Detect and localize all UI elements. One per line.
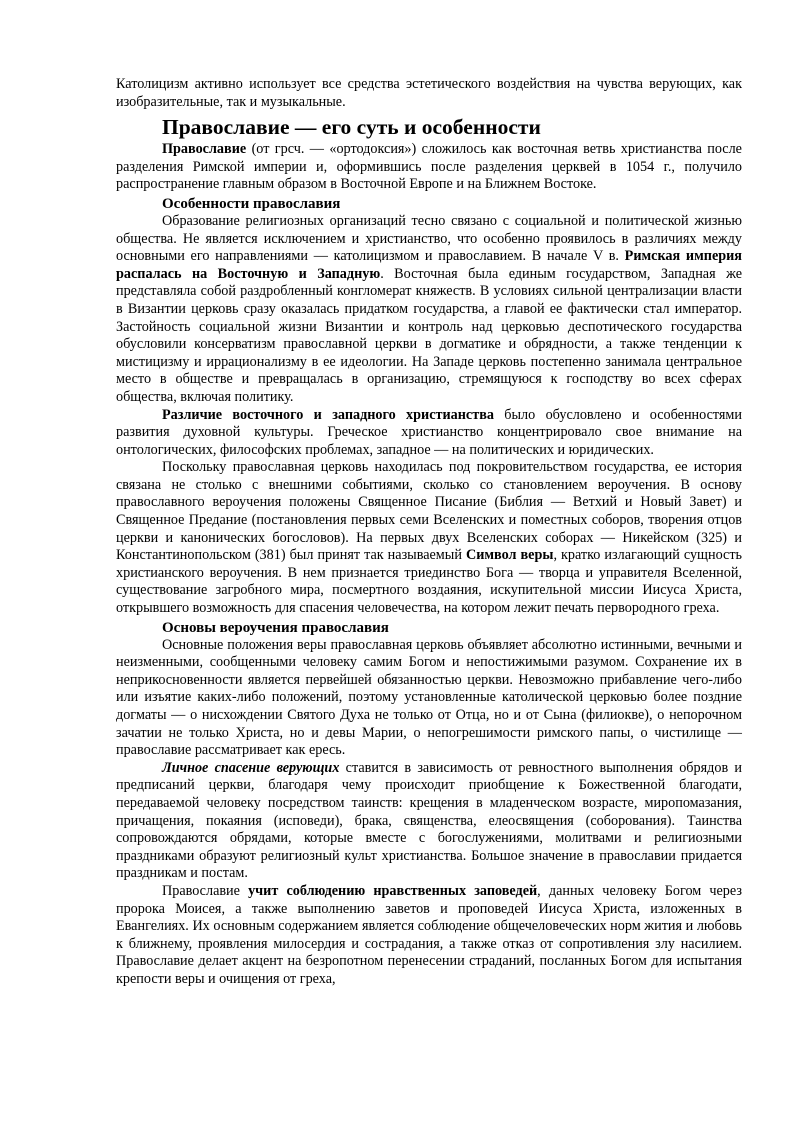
paragraph-origins (116, 213, 742, 407)
section-heading-features: Особенности православия (162, 195, 341, 212)
definition-text: (от грсч. — «ортодоксия») сложилось как восточная ветвь христианства после разделения Римской империи и, оформившись после разделения церквей в 1054 г., получило распространение главным образом в Восточной Европе и на Ближнем Востоке. (116, 141, 742, 193)
paragraph-doctrine-history (116, 459, 742, 617)
paragraph-text: было обусловлено и особенностями развития духовной культуры. Греческое христианство концентрировало свое внимание на онтологических, философских проблемах, западное — на политических и юридических. (116, 406, 742, 458)
bold-phrase: учит соблюдению нравственных заповедей (248, 882, 538, 899)
bold-phrase: Символ веры (465, 547, 554, 564)
bold-phrase: Различие восточного и западного христианства (162, 406, 494, 423)
section-heading-doctrine-basics: Основы вероучения православия (162, 619, 389, 636)
document-page (116, 76, 742, 989)
bold-italic-phrase: Личное спасение верующих (162, 759, 340, 776)
paragraph-text: . Восточная была единым государством, Западная же представляла собой раздробленный конгломерат княжеств. В условиях сильной централизации власти в Византии церковь сразу оказалась придатком государства, а главой ее фактически стал император. Застойность социальной жизни Византии и контроль над церковью деспотического государства обусловили консерватизм православной церкви в догматике и обрядности, а также тенденции к мистицизму и иррационализму в ее идеологии. На Западе церковь постепенно занимала центральное место в обществе и превращалась в организацию, стремящуюся к господству во всех сферах общества, включая политику. (116, 265, 742, 405)
paragraph-text: Образование религиозных организаций тесно связано с социальной и политической жизнью общества. Не является исключением и христианство, что особенно проявилось в различиях между основными его направлениями — католицизмом и православием. В начале V в. (116, 212, 742, 265)
paragraph-text: Православие (162, 882, 249, 899)
paragraph-salvation (116, 760, 742, 883)
paragraph-difference (116, 407, 742, 460)
definition-term: Православие (162, 141, 247, 158)
paragraph-text: , кратко излагающий сущность христианского вероучения. В нем признается триединство Бога — творца и управителя Вселенной, существование загробного мира, посмертного воздаяния, искупительной миссии Иисуса Христа, открывшего возможность для спасения человечества, на котором лежит печать первородного греха. (116, 547, 742, 617)
paragraph-truths: Основные положения веры православная церковь объявляет абсолютно истинными, вечными и неизменными, сообщенными человеку самим Богом и непостижимыми разумом. Сохранение их в неприкосновенности является первейшей обязанностью церкви. Невозможно прибавление чего-либо или изъятие каких-либо положений, поэтому установленные католической церковью более поздние догматы — о нисхождении Святого Духа не только от Отца, но и от Сына (филиокве), о непорочном зачатии не только Христа, но и девы Марии, о непогрешимости римского папы, о чистилище — православие рассматривает как ересь. (116, 636, 742, 759)
paragraph-commandments (116, 883, 742, 989)
page-title: Православие — его суть и особенности (162, 115, 541, 140)
bold-phrase: Римская империя распалась на Восточную и Западную (116, 248, 742, 282)
definition-paragraph (116, 141, 742, 194)
paragraph-text: Поскольку православная церковь находилась под покровительством государства, ее история связана не столько с внешними событиями, сколько со становлением вероучения. В основу православного вероучения положены Священное Писание (Библия — Ветхий и Новый Завет) и Священное Предание (постановления первых семи Вселенских и поместных соборов, творения отцов церкви и канонических богословов). На первых двух Вселенских соборах — Никейском (325) и Константинопольском (381) был принят так называемый (116, 459, 742, 564)
intro-paragraph: Католицизм активно использует все средства эстетического воздействия на чувства верующих, как изобразительные, так и музыкальные. (116, 76, 742, 110)
paragraph-text: , данных человеку Богом через пророка Моисея, а также выполнению заветов и проповедей Иисуса Христа, изложенных в Евангелиях. Их основным содержанием является соблюдение общечеловеческих норм жития и любовь к ближнему, проявления милосердия и сострадания, а также отказ от сопротивления злу насилием. Православие делает акцент на безропотном перенесении страданий, посланных Богом для испытания крепости веры и очищения от греха, (116, 882, 742, 987)
paragraph-text: ставится в зависимость от ревностного выполнения обрядов и предписаний церкви, благодаря чему происходит приобщение к Божественной благодати, передаваемой человеку посредством таинств: крещения в младенческом возрасте, миропомазания, причащения, покаяния (исповеди), брака, священства, елеосвящения (соборования). Таинства сопровождаются обрядами, которые вместе с богослужениями, молитвами и религиозными праздниками образуют религиозный культ христианства. Большое значение в православии придается праздникам и постам. (116, 759, 742, 882)
